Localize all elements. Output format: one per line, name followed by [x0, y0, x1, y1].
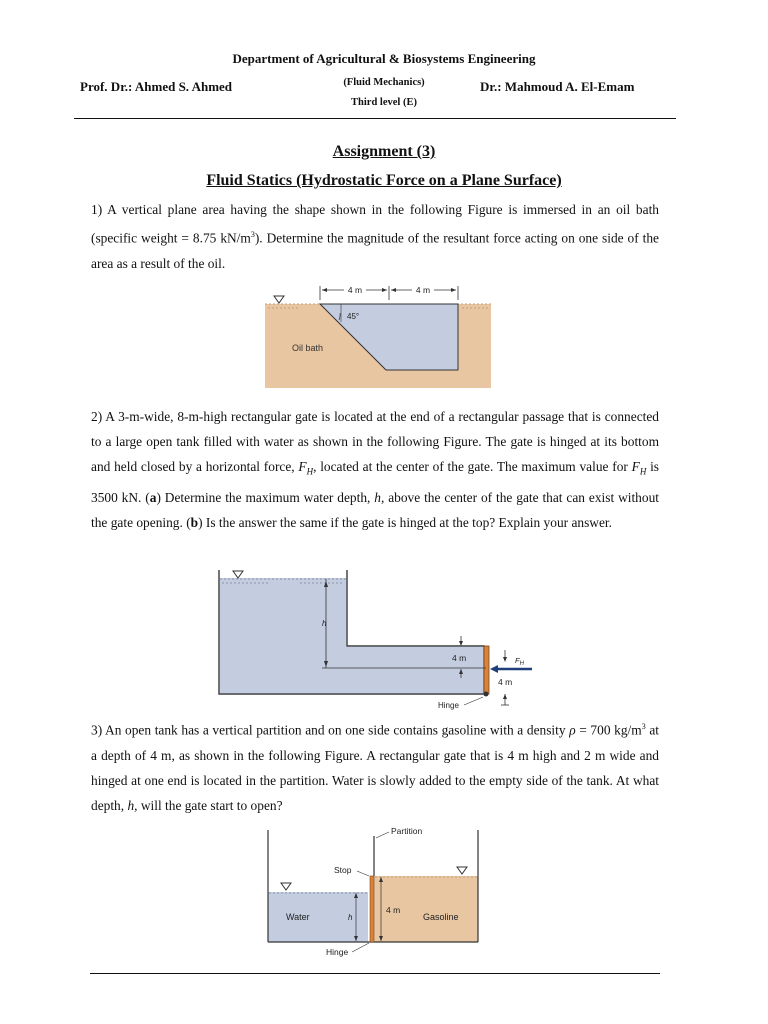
q1-text-a: 1) A vertical plane area having the shape shown in the following Figure is immersed in an oil bath (specific weight = 8.75 kN/m — [91, 202, 659, 246]
q2-dim-top: 4 m — [452, 653, 467, 663]
q1-text-b: ). Determine the magnitude of the resultant force acting on one side of the area as a result of the oil. — [91, 230, 660, 271]
figure-3-partition-tank — [262, 822, 484, 960]
q3-dim: 4 m — [386, 905, 401, 915]
q3-h-label: h — [348, 913, 353, 922]
figure-2-tank-gate — [215, 566, 535, 712]
free-surface-icon — [457, 867, 467, 874]
q2-fh-2-sub: H — [639, 467, 647, 478]
hinge-label: Hinge — [326, 947, 349, 957]
free-surface-icon — [274, 296, 284, 303]
free-surface-icon — [233, 571, 243, 578]
water-region — [219, 578, 484, 694]
q1-sup: 3 — [250, 230, 255, 240]
q3-text-3: at a depth of 4 m, as shown in the following Figure. A rectangular gate that is 4 m high and 2 m wide and hinged at one end is located in the partition. Water is slowly added to the empty side of the tank. At what depth, — [91, 722, 659, 814]
free-surface-icon — [281, 883, 291, 890]
footer-divider — [90, 973, 660, 974]
question-1-text — [91, 197, 659, 276]
course-name: (Fluid Mechanics) — [343, 77, 425, 88]
q2-fh-1-sub: H — [306, 467, 314, 478]
q3-text-2: = 700 kg/m — [575, 722, 642, 738]
q2-text-5: , above the center of the gate that can exist without the gate opening. ( — [91, 490, 659, 531]
question-2-text — [91, 404, 659, 536]
q3-text-4: , will the gate start to open? — [134, 798, 283, 814]
q1-angle-label: 45° — [347, 312, 360, 321]
fh-label: $F_H$ — [515, 656, 524, 667]
hinge-icon — [484, 692, 489, 697]
partition-label: Partition — [391, 826, 423, 836]
gasoline-label: Gasoline — [423, 912, 459, 922]
water-side — [268, 892, 368, 942]
q2-fh-1: F — [298, 459, 307, 475]
q2-dim-bot: 4 m — [498, 677, 513, 687]
q2-fh-2: F — [631, 459, 640, 475]
hinge-label: Hinge — [438, 701, 459, 710]
department-title: Department of Agricultural & Biosystems Engineering — [232, 51, 536, 66]
q3-h: h — [127, 798, 135, 814]
gate — [484, 646, 489, 694]
q3-text-1: 3) An open tank has a vertical partition and on one side contains gasoline with a density — [91, 722, 570, 738]
q2-h-label: h — [322, 619, 327, 628]
assignment-title: Assignment (3) — [332, 143, 436, 160]
q2-text-2: , located at the center of the gate. The maximum value for — [313, 459, 632, 475]
q1-dim-2: 4 m — [415, 285, 431, 295]
assignment-subtitle: Fluid Statics (Hydrostatic Force on a Plane Surface) — [206, 172, 562, 189]
professor-name: Prof. Dr.: Ahmed S. Ahmed — [80, 79, 233, 94]
figure-1-oil-bath — [262, 282, 494, 390]
water-label: Water — [286, 912, 310, 922]
doctor-name: Dr.: Mahmoud A. El-Emam — [480, 79, 635, 94]
q3-sup: 3 — [641, 722, 646, 731]
question-3-text — [91, 714, 659, 818]
q3-rho: ρ — [569, 722, 576, 738]
q2-part-a: a — [149, 490, 157, 506]
q2-h: h — [374, 490, 381, 506]
q2-text-6: ) Is the answer the same if the gate is hinged at the top? Explain your answer. — [198, 515, 612, 531]
header-divider — [74, 118, 676, 119]
q2-text-3: is 3500 kN. ( — [91, 459, 660, 506]
gate — [370, 876, 374, 942]
course-level: Third level (E) — [351, 97, 417, 108]
q2-text-4: ) Determine the maximum water depth, — [156, 490, 375, 506]
stop-label: Stop — [334, 865, 352, 875]
q2-part-b: b — [190, 515, 199, 531]
q1-dim-1: 4 m — [347, 285, 363, 295]
q2-text-1: 2) A 3-m-wide, 8-m-high rectangular gate is located at the end of a rectangular passage that is connected to a large open tank filled with water as shown in the following Figure. The gate is hinged at its bottom and held closed by a horizontal force, — [91, 409, 659, 475]
oil-bath-label: Oil bath — [292, 343, 324, 353]
